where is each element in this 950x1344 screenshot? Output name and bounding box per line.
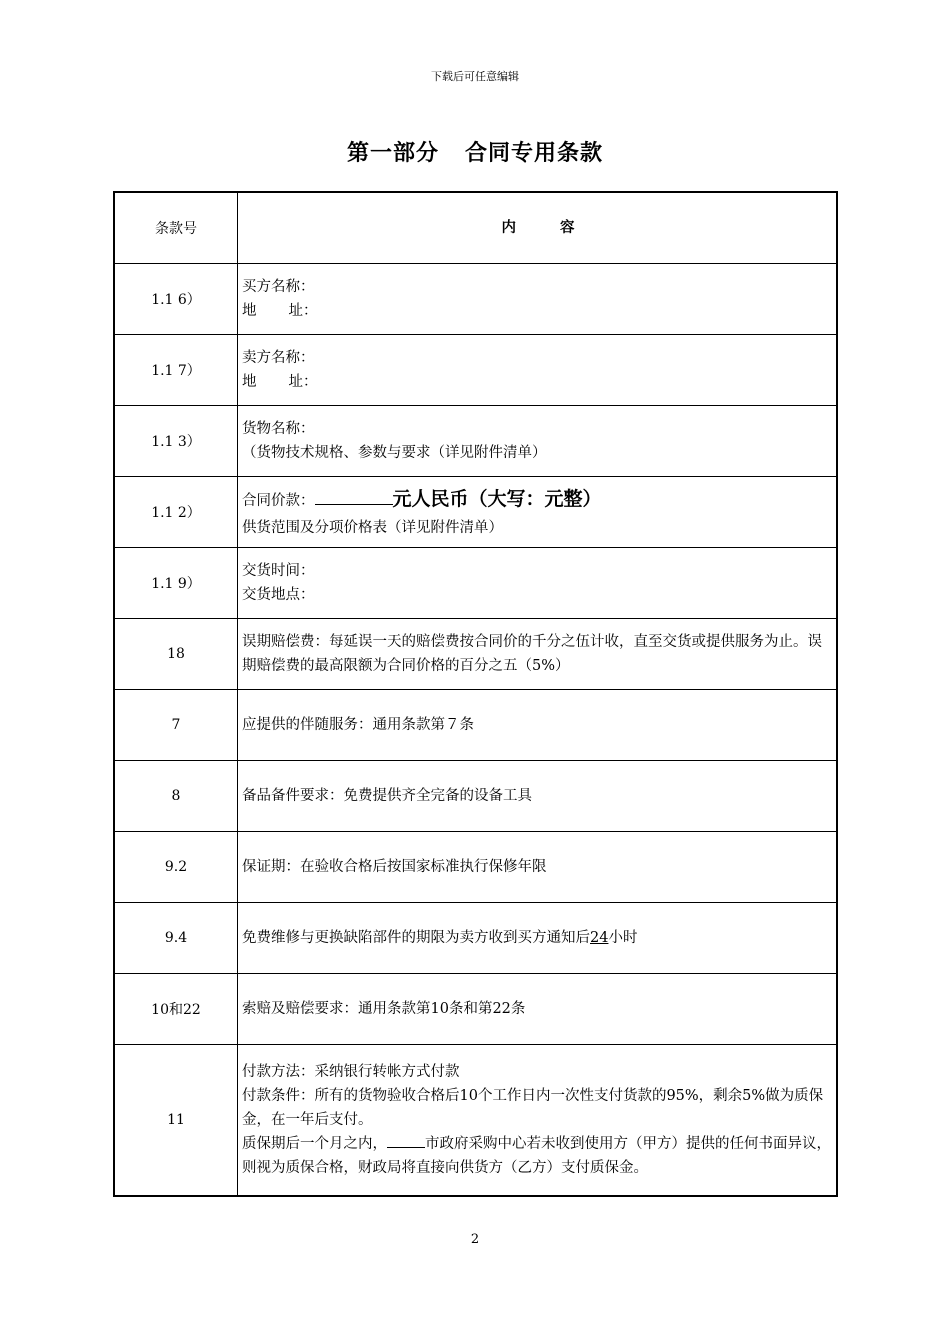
clause-content: 索赔及赔偿要求：通用条款第10条和第22条 xyxy=(238,974,838,1045)
column-header-clause-number: 条款号 xyxy=(114,192,238,264)
table-row xyxy=(114,974,837,1045)
contract-price-text: 元人民币（大写：元整） xyxy=(392,488,602,510)
clause-number: 18 xyxy=(114,619,238,690)
clause-content xyxy=(238,903,838,974)
clause-content: 应提供的伴随服务：通用条款第７条 xyxy=(238,690,838,761)
clause-number: 1.1 6） xyxy=(114,264,238,335)
table-row xyxy=(114,335,837,406)
contract-price-blank xyxy=(315,488,393,505)
delivery-time-label: 交货时间： xyxy=(242,563,315,579)
clause-content xyxy=(238,1045,838,1197)
blank-field xyxy=(387,1133,425,1148)
table-row xyxy=(114,619,837,690)
clause-number: 7 xyxy=(114,690,238,761)
price-schedule-note: 供货范围及分项价格表（详见附件清单） xyxy=(242,520,503,536)
table-row xyxy=(114,406,837,477)
page-number: 2 xyxy=(470,1232,480,1247)
clause-number: 8 xyxy=(114,761,238,832)
title-part: 第一部分 xyxy=(346,141,439,166)
column-header-content xyxy=(238,192,838,264)
goods-spec-note: （货物技术规格、参数与要求（详见附件清单） xyxy=(242,445,547,461)
clause-content xyxy=(238,548,838,619)
contract-price-label: 合同价款： xyxy=(242,493,315,509)
seller-address-label: 地 址： xyxy=(242,374,318,390)
clause-number: 11 xyxy=(114,1045,238,1197)
header-note: 下载后可任意编辑 xyxy=(431,70,519,83)
clause-content: 误期赔偿费：每延误一天的赔偿费按合同价的千分之伍计收，直至交货或提供服务为止。误期赔偿费的最高限额为合同价格的百分之五（5%） xyxy=(238,619,838,690)
payment-terms: 付款条件：所有的货物验收合格后10个工作日内一次性支付货款的95%，剩余5%做为质保金，在一年后支付。 xyxy=(242,1088,824,1128)
clause-number: 10和22 xyxy=(114,974,238,1045)
column-header-content-char-2: 容 xyxy=(560,220,575,236)
clause-content xyxy=(238,264,838,335)
table-row xyxy=(114,761,837,832)
title-name: 合同专用条款 xyxy=(465,141,604,166)
table-row xyxy=(114,832,837,903)
page-title xyxy=(0,136,950,167)
table-row xyxy=(114,690,837,761)
clause-content xyxy=(238,335,838,406)
clause-number: 1.1 2） xyxy=(114,477,238,548)
clause-content xyxy=(238,406,838,477)
buyer-name-label: 买方名称： xyxy=(242,279,315,295)
warranty-deposit-terms: 质保期后一个月之内， 市政府采购中心若未收到使用方（甲方）提供的任何书面异议，则视为质保合格，财政局将直接向供货方（乙方）支付质保金。 xyxy=(242,1132,834,1180)
contract-price-line xyxy=(242,484,834,516)
clause-number: 1.1 7） xyxy=(114,335,238,406)
payment-method: 付款方法：采纳银行转帐方式付款 xyxy=(242,1064,460,1080)
clause-number: 9.4 xyxy=(114,903,238,974)
table-row xyxy=(114,903,837,974)
column-header-content-char-1: 内 xyxy=(501,220,516,236)
repair-period-text: 免费维修与更换缺陷部件的期限为卖方收到买方通知后 xyxy=(242,930,590,946)
repair-period-unit: 小时 xyxy=(608,930,638,946)
table-header-row xyxy=(114,192,837,264)
clause-number: 9.2 xyxy=(114,832,238,903)
table-row xyxy=(114,264,837,335)
seller-name-label: 卖方名称： xyxy=(242,350,315,366)
table-row xyxy=(114,548,837,619)
clause-number: 1.1 3） xyxy=(114,406,238,477)
clause-content xyxy=(238,477,838,548)
delivery-place-label: 交货地点： xyxy=(242,587,315,603)
clause-number: 1.1 9） xyxy=(114,548,238,619)
clause-content: 保证期：在验收合格后按国家标准执行保修年限 xyxy=(238,832,838,903)
repair-period-hours: 24 xyxy=(590,930,609,946)
table-row xyxy=(114,477,837,548)
table-row xyxy=(114,1045,837,1197)
buyer-address-label: 地 址： xyxy=(242,303,318,319)
contract-terms-table xyxy=(113,191,838,1197)
goods-name-label: 货物名称： xyxy=(242,421,315,437)
clause-content: 备品备件要求：免费提供齐全完备的设备工具 xyxy=(238,761,838,832)
